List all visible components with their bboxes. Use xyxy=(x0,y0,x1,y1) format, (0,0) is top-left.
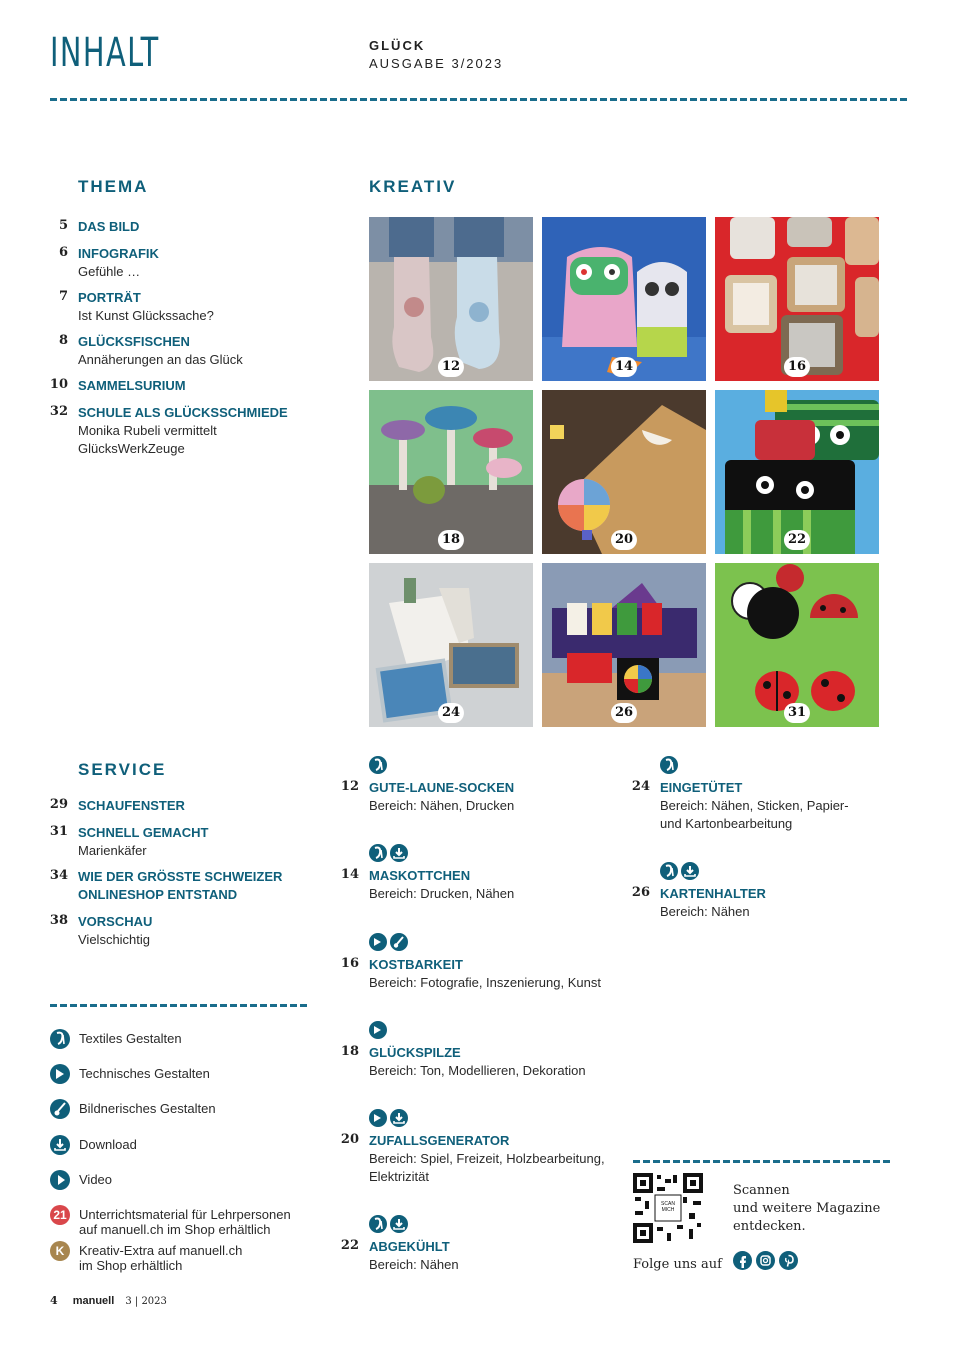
tile-boxes[interactable]: 16 xyxy=(715,217,879,381)
entry-icons xyxy=(369,844,669,865)
textile-icon xyxy=(50,1029,70,1049)
technical-icon xyxy=(50,1064,70,1084)
pinterest-icon[interactable] xyxy=(779,1251,798,1270)
textile-icon xyxy=(660,862,678,880)
service-item[interactable]: 34 WIE DER GRÖSSTE SCHWEIZER ONLINESHOP ENTSTAND xyxy=(49,868,283,902)
badge-k-icon: K xyxy=(50,1241,70,1261)
tile-ladybugs[interactable]: 31 xyxy=(715,563,879,727)
download-icon xyxy=(390,1215,408,1233)
legend-kreativ-extra: K Kreativ-Extra auf manuell.ch im Shop erhältlich xyxy=(50,1241,78,1273)
textile-icon xyxy=(369,756,387,774)
page-number: 4 xyxy=(50,1294,58,1307)
kreativ-entry[interactable]: 16 KOSTBARKEIT Bereich: Fotografie, Inszenierung, Kunst xyxy=(369,933,669,992)
kreativ-entry[interactable]: 24 EINGETÜTET Bereich: Nähen, Sticken, Papier- und Kartonbearbeitung xyxy=(660,756,870,833)
thema-item[interactable]: 6 INFOGRAFIK Gefühle … xyxy=(58,245,159,279)
thema-item[interactable]: 5 DAS BILD xyxy=(58,218,140,234)
thema-item[interactable]: 32 SCHULE ALS GLÜCKSSCHMIEDE Monika Rubeli vermittelt GlücksWerkZeuge xyxy=(49,404,288,456)
brand-name: manuell xyxy=(72,1295,115,1307)
entry-icons xyxy=(369,1215,669,1236)
tile-mushrooms[interactable]: 18 xyxy=(369,390,533,554)
thema-heading: THEMA xyxy=(78,177,149,196)
brush-icon xyxy=(390,933,408,951)
facebook-icon[interactable] xyxy=(733,1251,752,1270)
download-icon xyxy=(390,1109,408,1127)
tile-bags[interactable]: 22 xyxy=(715,390,879,554)
tile-monsters[interactable]: 14 xyxy=(542,217,706,381)
qr-code[interactable]: SCAN MICH xyxy=(633,1173,703,1243)
legend-textile: Textiles Gestalten xyxy=(50,1029,78,1049)
kreativ-entry[interactable]: 12 GUTE-LAUNE-SOCKEN Bereich: Nähen, Drucken xyxy=(369,756,669,815)
legend-download: Download xyxy=(50,1135,78,1155)
entry-icons xyxy=(369,756,669,777)
video-icon xyxy=(50,1170,70,1190)
entry-icons xyxy=(369,1021,669,1042)
textile-icon xyxy=(660,756,678,774)
tile-generator[interactable]: 20 xyxy=(542,390,706,554)
textile-icon xyxy=(369,1215,387,1233)
legend-brush: Bildnerisches Gestalten xyxy=(50,1099,78,1119)
tile-cardholder[interactable]: 26 xyxy=(542,563,706,727)
header-divider xyxy=(50,98,908,101)
kreativ-entry[interactable]: 20 ZUFALLSGENERATOR Bereich: Spiel, Freizeit, Holzbearbeitung, Elektrizität xyxy=(369,1109,619,1186)
entry-icons xyxy=(369,933,669,954)
brush-icon xyxy=(50,1099,70,1119)
legend-video: Video xyxy=(50,1170,78,1190)
badge-21-icon: 21 xyxy=(50,1205,70,1225)
kreativ-entry[interactable]: 26 KARTENHALTER Bereich: Nähen xyxy=(660,862,870,921)
page-title: INHALT xyxy=(50,30,160,76)
technical-icon xyxy=(369,1021,387,1039)
tile-socks[interactable]: 12 xyxy=(369,217,533,381)
footer-issue: 3 | 2023 xyxy=(125,1296,167,1307)
download-icon xyxy=(390,844,408,862)
service-item[interactable]: 31 SCHNELL GEMACHT Marienkäfer xyxy=(49,824,209,858)
legend-teaching-material: 21 Unterrichtsmaterial für Lehrpersonen auf manuell.ch im Shop erhältlich xyxy=(50,1205,78,1237)
instagram-icon[interactable] xyxy=(756,1251,775,1270)
download-icon xyxy=(50,1135,70,1155)
magazine-topic: GLÜCK xyxy=(369,38,426,53)
kreativ-heading: KREATIV xyxy=(369,177,457,196)
download-icon xyxy=(681,862,699,880)
service-item[interactable]: 38 VORSCHAU Vielschichtig xyxy=(49,913,153,947)
service-heading: SERVICE xyxy=(78,760,167,779)
entry-icons xyxy=(660,862,870,883)
thema-item[interactable]: 8 GLÜCKSFISCHEN Annäherungen an das Glück xyxy=(58,333,243,367)
kreativ-entry[interactable]: 22 ABGEKÜHLT Bereich: Nähen xyxy=(369,1215,669,1274)
thema-item[interactable]: 10 SAMMELSURIUM xyxy=(49,377,186,393)
kreativ-entry[interactable]: 14 MASKOTTCHEN Bereich: Drucken, Nähen xyxy=(369,844,669,903)
follow-label: Folge uns auf xyxy=(633,1257,722,1272)
thema-item[interactable]: 7 PORTRÄT Ist Kunst Glückssache? xyxy=(58,289,214,323)
tile-fan[interactable]: 24 xyxy=(369,563,533,727)
qr-caption: Scannen und weitere Magazine entdecken. xyxy=(733,1183,881,1234)
kreativ-entry[interactable]: 18 GLÜCKSPILZE Bereich: Ton, Modellieren, Dekoration xyxy=(369,1021,669,1080)
page-footer xyxy=(50,1294,167,1307)
technical-icon xyxy=(369,1109,387,1127)
issue-label: AUSGABE 3/2023 xyxy=(369,56,504,71)
entry-icons xyxy=(660,756,870,777)
legend-divider xyxy=(50,1004,310,1007)
legend-technical: Technisches Gestalten xyxy=(50,1064,78,1084)
service-item[interactable]: 29 SCHAUFENSTER xyxy=(49,797,185,813)
entry-icons xyxy=(369,1109,619,1130)
social-links xyxy=(733,1251,802,1275)
qr-divider xyxy=(633,1160,893,1163)
